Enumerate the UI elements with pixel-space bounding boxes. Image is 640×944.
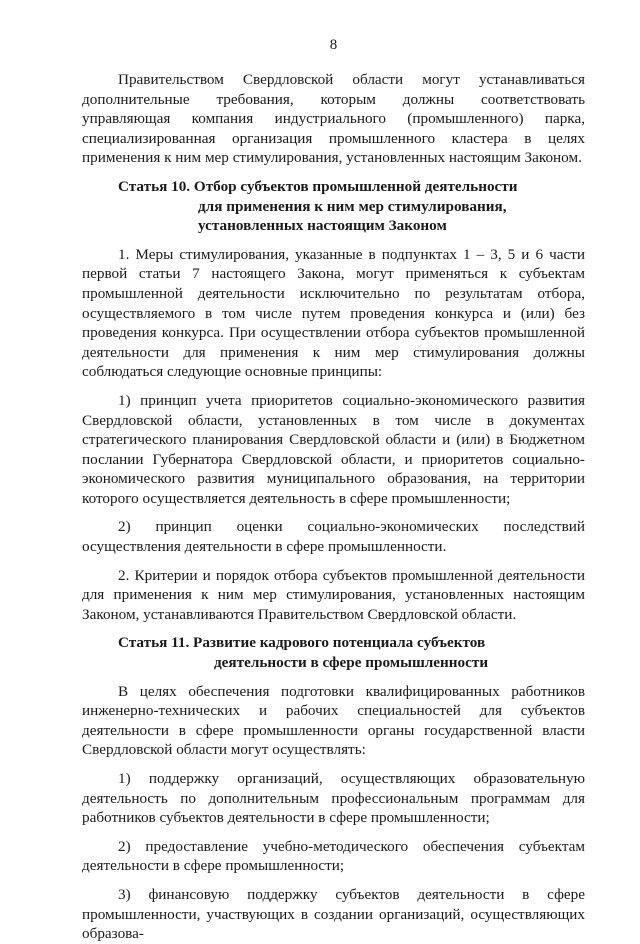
article-10-heading	[82, 177, 585, 236]
document-page	[82, 36, 585, 944]
article-11-item-3: 3) финансовую поддержку субъектов деятельности в сфере промышленности, участвующих в создании организаций, осуществляющих образова-	[82, 885, 585, 943]
article-10-heading-line-2: для применения к ним мер стимулирования,	[198, 197, 507, 215]
article-11-intro: В целях обеспечения подготовки квалифицированных работников инженерно-технических и рабочих специальностей для субъектов деятельности в сфере промышленности органы государственной власти Свердловской области могут осуществлять:	[82, 682, 585, 759]
article-11-heading-line-1: Статья 11. Развитие кадрового потенциала субъектов	[118, 634, 486, 652]
article-10-paragraph-1: 1. Меры стимулирования, указанные в подпунктах 1 – 3, 5 и 6 части первой статьи 7 настоящего Закона, могут применяться к субъектам промышленной деятельности исключительно по результатам отбора, осуществляемого в том числе путем проведения конкурса и (или) без проведения конкурса. При осуществлении отбора субъектов промышленной деятельности для применения к ним мер стимулирования должны соблюдаться следующие основные принципы:	[82, 245, 585, 381]
page-number: 8	[329, 37, 338, 53]
article-11-item-2: 2) предоставление учебно-методического обеспечения субъектам деятельности в сфере промышленности;	[82, 837, 585, 875]
article-11-item-1: 1) поддержку организаций, осуществляющих образовательную деятельность по дополнительным профессиональным программам для работников субъектов деятельности в сфере промышленности;	[82, 770, 585, 827]
intro-paragraph: Правительством Свердловской области могут устанавливаться дополнительные требования, которым должны соответствовать управляющая компания индустриального (промышленного) парка, специализированная организация промышленного кластера в целях применения к ним мер стимулирования, установленных настоящим Законом.	[82, 71, 585, 167]
article-11-heading	[82, 633, 585, 672]
article-10-paragraph-2: 2. Критерии и порядок отбора субъектов промышленной деятельности для применения к ним мер стимулирования, установленных настоящим Законом, устанавливаются Правительством Свердловской области.	[82, 566, 585, 623]
article-11-heading-line-2: деятельности в сфере промышленности	[214, 654, 489, 672]
article-10-item-2: 2) принцип оценки социально-экономических последствий осуществления деятельности в сфере промышленности.	[82, 518, 585, 556]
article-10-item-1: 1) принцип учета приоритетов социально-экономического развития Свердловской области, установленных в том числе в документах стратегического планирования Свердловской области и (или) в Бюджетном послании Губернатора Свердловской области, и приоритетов социально-экономического развития муниципального образования, на территории которого осуществляется деятельность в сфере промышленности;	[82, 391, 585, 507]
article-10-heading-line-3: установленных настоящим Законом	[198, 217, 447, 235]
article-10-heading-line-1: Статья 10. Отбор субъектов промышленной деятельности	[118, 177, 518, 195]
